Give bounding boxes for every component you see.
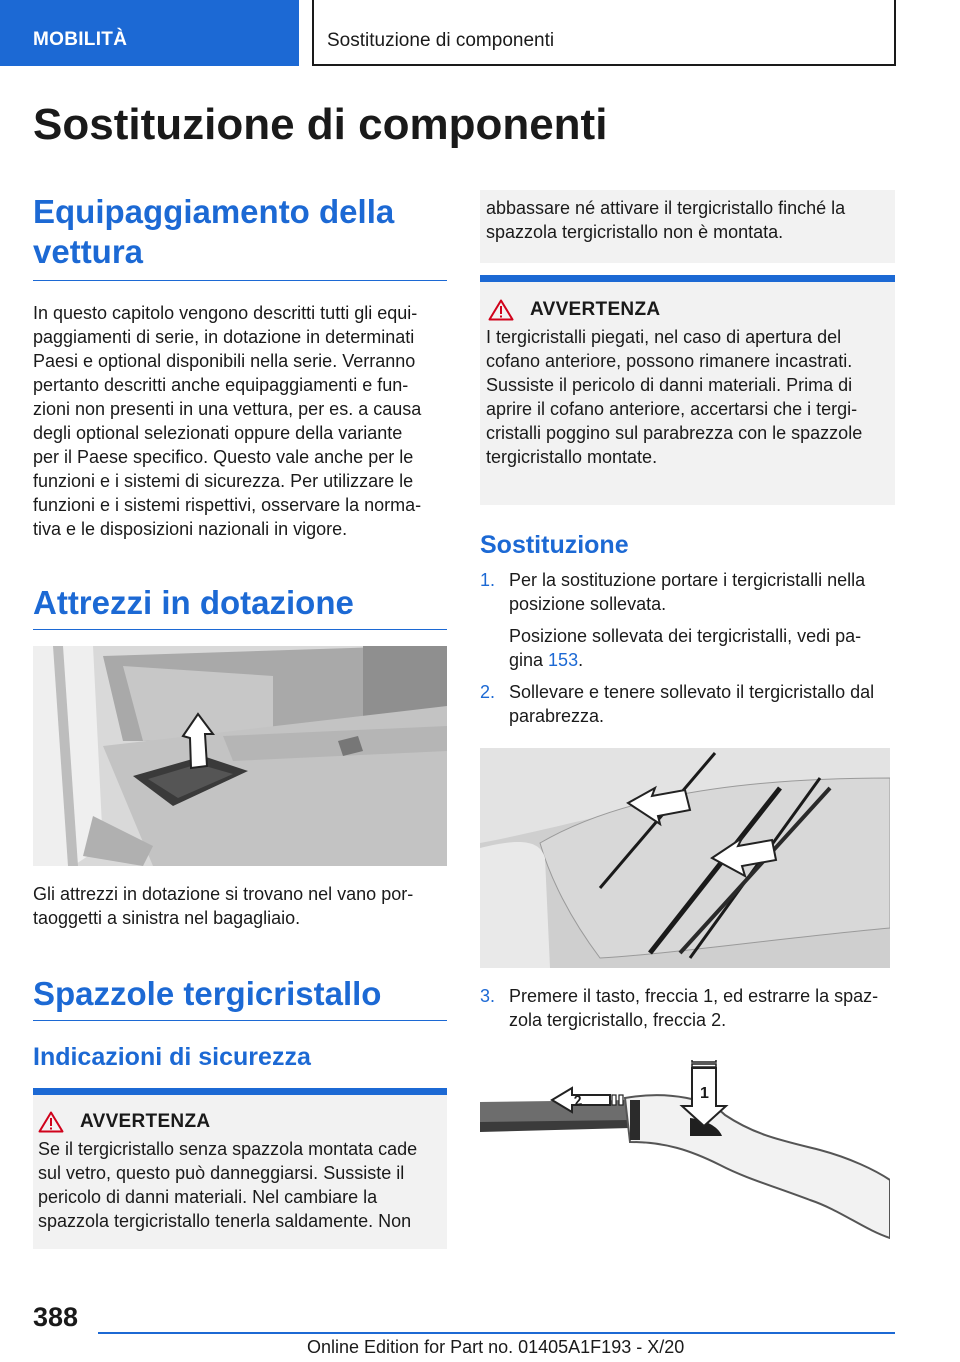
arrow-2-label: 2 bbox=[572, 1091, 583, 1109]
tools-heading: Attrezzi in dotazione bbox=[33, 583, 447, 630]
text-line: posizione sollevata. bbox=[509, 594, 667, 614]
equipment-paragraph bbox=[33, 301, 447, 541]
equipment-heading-line2: vettura bbox=[33, 233, 144, 270]
warning-triangle-icon bbox=[38, 1111, 64, 1133]
text-line: Se il tergicristallo senza spazzola montata cade bbox=[38, 1139, 418, 1159]
wipers-illustration bbox=[480, 748, 890, 968]
wipers-heading: Spazzole tergicristallo bbox=[33, 974, 447, 1021]
left-column bbox=[33, 192, 447, 1249]
text-line: funzioni e i sistemi di sicurezza. Per utilizzare le bbox=[33, 471, 414, 491]
text-line: Sussiste il pericolo di danni materiali. Prima di bbox=[486, 375, 853, 395]
replacement-steps-cont bbox=[480, 984, 895, 1032]
text-line: Sollevare e tenere sollevato il tergicristallo dal bbox=[509, 682, 875, 702]
text-line: taoggetti a sinistra nel bagagliaio. bbox=[33, 908, 301, 928]
warning-text bbox=[33, 1133, 447, 1233]
page-link-153[interactable]: 153 bbox=[548, 650, 579, 670]
arrow-1-label: 1 bbox=[700, 1085, 709, 1102]
chapter-tab-label: MOBILITÀ bbox=[33, 29, 128, 50]
warning-box-2 bbox=[480, 275, 895, 505]
text-line: degli optional selezionati oppure della variante bbox=[33, 423, 403, 443]
warning-text bbox=[480, 321, 895, 469]
text-line: abbassare né attivare il tergicristallo finché la bbox=[486, 198, 846, 218]
warning-triangle-icon bbox=[488, 299, 514, 321]
text-line: tiva e le disposizioni nazionali in vigore. bbox=[33, 519, 348, 539]
text-fragment: . bbox=[578, 650, 584, 670]
tools-caption bbox=[33, 882, 447, 930]
text-line: spazzola tergicristallo tenerla saldamente. Non bbox=[38, 1211, 412, 1231]
text-line: Gli attrezzi in dotazione si trovano nel vano por- bbox=[33, 884, 414, 904]
raised-wipers-image bbox=[480, 748, 890, 968]
equipment-heading bbox=[33, 192, 447, 281]
warning-header bbox=[33, 1095, 447, 1133]
text-line: parabrezza. bbox=[509, 706, 605, 726]
step-number: 1. bbox=[480, 570, 496, 590]
step-number: 2. bbox=[480, 682, 496, 702]
text-line: pertanto descritti anche equipaggiamenti e fun- bbox=[33, 375, 409, 395]
blade-removal-image bbox=[480, 1060, 890, 1270]
text-line: pericolo di danni materiali. Nel cambiare la bbox=[38, 1187, 378, 1207]
warning-top-bar bbox=[480, 275, 895, 282]
text-line: paggiamenti di serie, in dotazione in determinati bbox=[33, 327, 415, 347]
page-reference bbox=[509, 648, 895, 672]
text-line: Premere il tasto, freccia 1, ed estrarre la spaz- bbox=[509, 986, 879, 1006]
warning-continuation bbox=[480, 190, 895, 263]
text-line: per il Paese specifico. Questo vale anche per le bbox=[33, 447, 414, 467]
text-line: cofano anteriore, possono rimanere incastrati. bbox=[486, 351, 853, 371]
text-line: tergicristallo montate. bbox=[486, 447, 658, 467]
text-line: I tergicristalli piegati, nel caso di apertura del bbox=[486, 327, 842, 347]
text-line: Posizione sollevata dei tergicristalli, vedi pa- bbox=[509, 626, 862, 646]
replacement-steps bbox=[480, 568, 895, 728]
step-item bbox=[480, 680, 895, 728]
warning-label: AVVERTENZA bbox=[80, 1111, 211, 1132]
text-line: cristalli poggino sul parabrezza con le spazzole bbox=[486, 423, 863, 443]
trunk-tool-compartment-image bbox=[33, 646, 447, 866]
warning-header bbox=[480, 282, 895, 321]
text-line: funzioni e i sistemi rispettivi, osservare la norma- bbox=[33, 495, 422, 515]
page-number: 388 bbox=[33, 1302, 79, 1332]
step-item bbox=[480, 568, 895, 672]
footer-edition: Online Edition for Part no. 01405A1F193 - X/20 bbox=[307, 1337, 685, 1357]
equipment-heading-line1: Equipaggiamento della bbox=[33, 193, 395, 230]
text-line: Per la sostituzione portare i tergicristalli nella bbox=[509, 570, 866, 590]
warning-label: AVVERTENZA bbox=[530, 299, 661, 320]
step-item bbox=[480, 984, 895, 1032]
chapter-tab bbox=[0, 0, 299, 66]
section-header bbox=[312, 0, 896, 66]
replacement-heading: Sostituzione bbox=[480, 531, 629, 559]
text-line: zola tergicristallo, freccia 2. bbox=[509, 1010, 727, 1030]
page-title: Sostituzione di componenti bbox=[33, 100, 608, 149]
text-line: zioni non presenti in una vettura, per es. a causa bbox=[33, 399, 422, 419]
text-line: Paesi e optional disponibili nella serie. Verranno bbox=[33, 351, 416, 371]
text-line: sul vetro, questo può danneggiarsi. Sussiste il bbox=[38, 1163, 405, 1183]
blade-removal-illustration bbox=[480, 1060, 890, 1270]
text-line: In questo capitolo vengono descritti tutti gli equi- bbox=[33, 303, 418, 323]
trunk-illustration bbox=[33, 646, 447, 866]
text-fragment: gina bbox=[509, 650, 549, 670]
step-number: 3. bbox=[480, 986, 496, 1006]
footer-divider bbox=[98, 1332, 895, 1334]
warning-continuation-text bbox=[486, 196, 895, 244]
section-header-title: Sostituzione di componenti bbox=[327, 30, 555, 51]
warning-top-bar bbox=[33, 1088, 447, 1095]
right-column bbox=[480, 190, 895, 1270]
safety-heading: Indicazioni di sicurezza bbox=[33, 1043, 311, 1071]
text-line: aprire il cofano anteriore, accertarsi che i tergi- bbox=[486, 399, 858, 419]
warning-box bbox=[33, 1088, 447, 1249]
text-line: spazzola tergicristallo non è montata. bbox=[486, 222, 784, 242]
